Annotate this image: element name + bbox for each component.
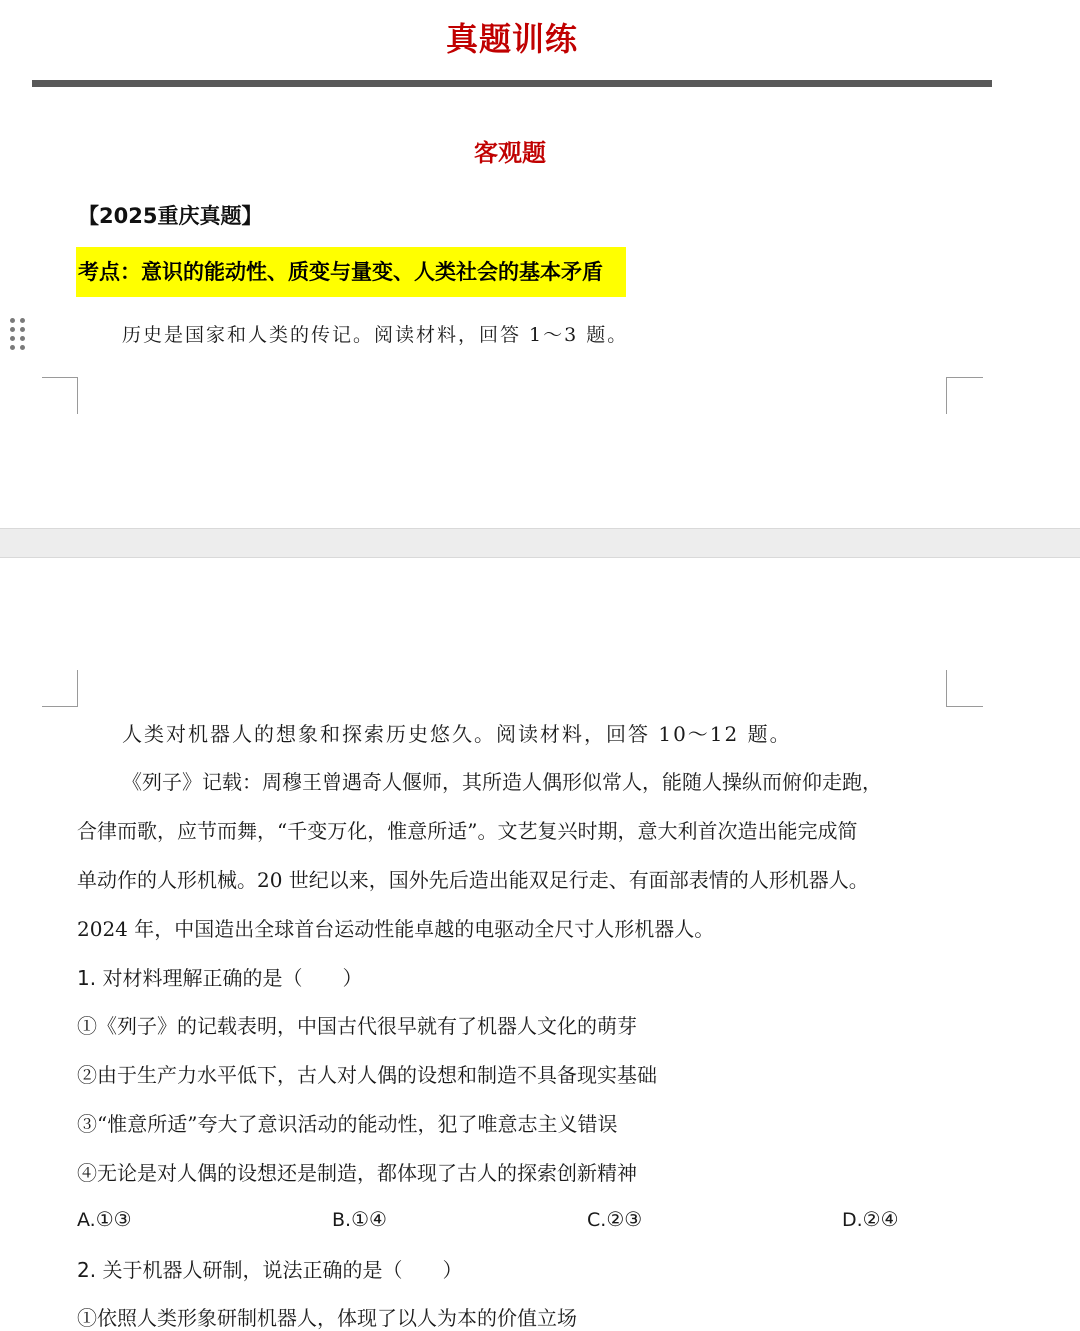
answer-choice-b (332, 1207, 387, 1231)
answer-letter: B. (332, 1209, 352, 1231)
title-divider (32, 80, 992, 87)
section-title: 客观题 (474, 139, 546, 167)
intro-paragraph-2: 人类对机器人的想象和探索历史悠久。阅读材料，回答 10～12 题。 (122, 722, 792, 746)
answer-value: ①③ (95, 1207, 132, 1231)
answer-choice-d (842, 1207, 899, 1231)
answer-value: ②④ (862, 1207, 899, 1231)
statement-option: ②由于生产力水平低下，古人对人偶的设想和制造不具备现实基础 (77, 1063, 657, 1087)
question-number: 1. (77, 966, 97, 990)
question-stem: 关于机器人研制，说法正确的是（ ） (102, 1258, 463, 1282)
page-title: 真题训练 (445, 20, 578, 58)
material-line: 单动作的人形机械。20 世纪以来，国外先后造出能双足行走、有面部表情的人形机器人。 (77, 868, 869, 892)
answer-value: ②③ (606, 1207, 643, 1231)
margin-corner-mark (946, 670, 983, 707)
question-stem: 对材料理解正确的是（ ） (102, 966, 363, 990)
source-label: 【2025重庆真题】 (78, 204, 263, 228)
page-break-gap (0, 528, 1080, 558)
material-line: 《列子》记载：周穆王曾遇奇人偃师，其所造人偶形似常人，能随人操纵而俯仰走跑， (122, 770, 882, 794)
statement-option: ④无论是对人偶的设想还是制造，都体现了古人的探索创新精神 (77, 1161, 637, 1185)
statement-option-partial: ①依照人类形象研制机器人，体现了以人为本的价值立场 (77, 1306, 577, 1330)
intro-paragraph-1: 历史是国家和人类的传记。阅读材料，回答 1～3 题。 (122, 324, 629, 346)
document-page-1 (0, 0, 1080, 528)
answer-choice-c (587, 1207, 642, 1231)
question-2 (77, 1254, 462, 1283)
margin-corner-mark (42, 377, 78, 414)
material-line: 2024 年，中国造出全球首台运动性能卓越的电驱动全尺寸人形机器人。 (77, 917, 715, 941)
margin-corner-mark (42, 670, 78, 707)
answer-choice-a (77, 1207, 132, 1231)
drag-handle-icon[interactable] (8, 318, 28, 350)
answer-letter: A. (77, 1209, 96, 1231)
question-number: 2. (77, 1258, 97, 1282)
material-line: 合律而歌，应节而舞，“千变万化，惟意所适”。文艺复兴时期，意大利首次造出能完成简 (77, 819, 858, 843)
margin-corner-mark (946, 377, 983, 414)
highlighted-key-points: 考点：意识的能动性、质变与量变、人类社会的基本矛盾 (76, 247, 626, 297)
answer-letter: C. (587, 1209, 607, 1231)
answer-letter: D. (842, 1209, 863, 1231)
statement-option: ③“惟意所适”夸大了意识活动的能动性，犯了唯意志主义错误 (77, 1112, 618, 1136)
question-1 (77, 962, 362, 991)
statement-option: ①《列子》的记载表明，中国古代很早就有了机器人文化的萌芽 (77, 1014, 637, 1038)
answer-value: ①④ (351, 1207, 387, 1231)
